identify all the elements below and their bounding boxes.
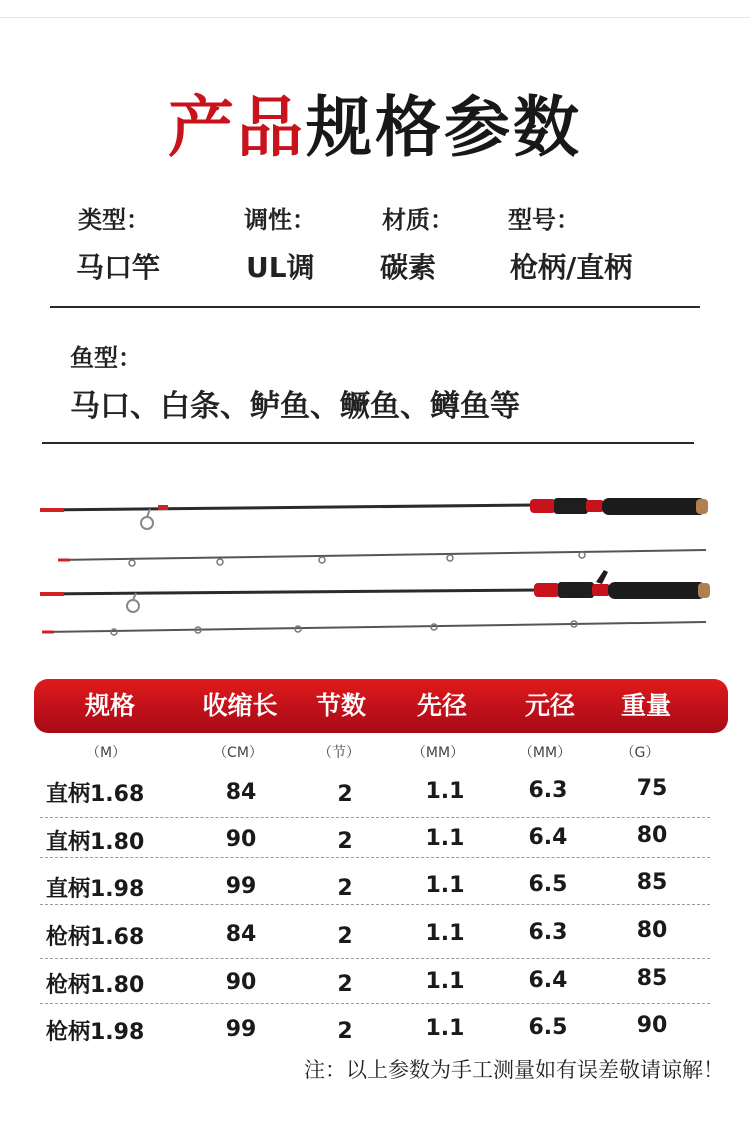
table-row-3-weight: 85 — [636, 870, 668, 895]
table-row-5-length: 90 — [225, 970, 257, 995]
title-red-part: 产品 — [168, 89, 306, 166]
row-divider — [40, 958, 710, 959]
table-row-2-spec: 直柄1.80 — [46, 830, 145, 855]
table-row-4-spec: 枪柄1.68 — [46, 925, 145, 950]
spec-table-header — [34, 679, 728, 733]
table-row-4-tip: 1.1 — [425, 921, 465, 946]
fish-type-label: 鱼型： — [70, 344, 142, 372]
table-row-3-spec: 直柄1.98 — [46, 877, 145, 902]
table-row-6-length: 99 — [225, 1017, 257, 1042]
table-row-2-tip: 1.1 — [425, 826, 465, 851]
unit-butt-diameter: （MM） — [518, 745, 572, 761]
fish-type-value: 马口、白条、鲈鱼、鳜鱼、鳟鱼等 — [70, 389, 520, 424]
row-divider — [40, 817, 710, 818]
table-row-6-butt: 6.5 — [528, 1015, 568, 1040]
table-row-2-length: 90 — [225, 827, 257, 852]
table-row-1-weight: 75 — [636, 776, 668, 801]
table-row-1-length: 84 — [225, 780, 257, 805]
spec-action-label: 调性： — [244, 206, 316, 234]
title-black-part: 规格参数 — [306, 89, 582, 166]
specs-divider — [50, 306, 700, 308]
pistol-handle-rod-butt — [40, 570, 710, 612]
table-row-6-tip: 1.1 — [425, 1016, 465, 1041]
table-row-4-length: 84 — [225, 922, 257, 947]
table-row-3-butt: 6.5 — [528, 872, 568, 897]
table-row-1-spec: 直柄1.68 — [46, 782, 145, 807]
table-row-4-sections: 2 — [337, 924, 353, 949]
table-row-3-tip: 1.1 — [425, 873, 465, 898]
row-divider — [40, 1003, 710, 1004]
table-row-5-weight: 85 — [636, 966, 668, 991]
header-retracted-length: 收缩长 — [202, 691, 278, 720]
table-row-6-spec: 枪柄1.98 — [46, 1020, 145, 1045]
spec-model-label: 型号： — [508, 206, 580, 234]
table-row-2-weight: 80 — [636, 823, 668, 848]
header-sections: 节数 — [315, 691, 366, 720]
unit-sections: （节） — [318, 745, 360, 761]
table-row-3-length: 99 — [225, 874, 257, 899]
pistol-handle-rod-tip — [42, 621, 706, 635]
header-tip-diameter: 先径 — [416, 691, 467, 720]
header-weight: 重量 — [620, 691, 671, 720]
table-row-1-tip: 1.1 — [425, 779, 465, 804]
fish-divider — [42, 442, 694, 444]
header-butt-diameter: 元径 — [524, 691, 575, 720]
table-row-5-sections: 2 — [337, 972, 353, 997]
table-row-4-weight: 80 — [636, 918, 668, 943]
table-row-3-sections: 2 — [337, 876, 353, 901]
table-row-6-sections: 2 — [337, 1019, 353, 1044]
header-spec: 规格 — [84, 691, 135, 720]
unit-retracted-length: （CM） — [213, 745, 263, 761]
table-row-1-butt: 6.3 — [528, 778, 568, 803]
measurement-note: 注：以上参数为手工测量如有误差敬请谅解！ — [304, 1058, 724, 1082]
spec-type-value: 马口竿 — [76, 251, 161, 284]
spec-material-value: 碳素 — [380, 251, 437, 284]
table-row-5-butt: 6.4 — [528, 968, 568, 993]
table-row-5-tip: 1.1 — [425, 969, 465, 994]
page-title — [0, 88, 750, 168]
straight-handle-rod-tip — [58, 550, 706, 566]
unit-weight: （G） — [620, 745, 660, 761]
table-row-2-butt: 6.4 — [528, 825, 568, 850]
top-border — [0, 0, 750, 18]
table-row-2-sections: 2 — [337, 829, 353, 854]
row-divider — [40, 857, 710, 858]
spec-material-label: 材质： — [382, 206, 454, 234]
row-divider — [40, 904, 710, 905]
unit-tip-diameter: （MM） — [411, 745, 465, 761]
table-row-6-weight: 90 — [636, 1013, 668, 1038]
spec-model-value: 枪柄/直柄 — [510, 251, 633, 284]
straight-handle-rod-butt — [40, 498, 708, 529]
unit-spec: （M） — [85, 745, 127, 761]
spec-action-value: UL调 — [246, 251, 315, 284]
table-row-1-sections: 2 — [337, 782, 353, 807]
fishing-rods-image — [30, 478, 720, 648]
table-row-5-spec: 枪柄1.80 — [46, 973, 145, 998]
table-row-4-butt: 6.3 — [528, 920, 568, 945]
spec-type-label: 类型： — [78, 206, 150, 234]
